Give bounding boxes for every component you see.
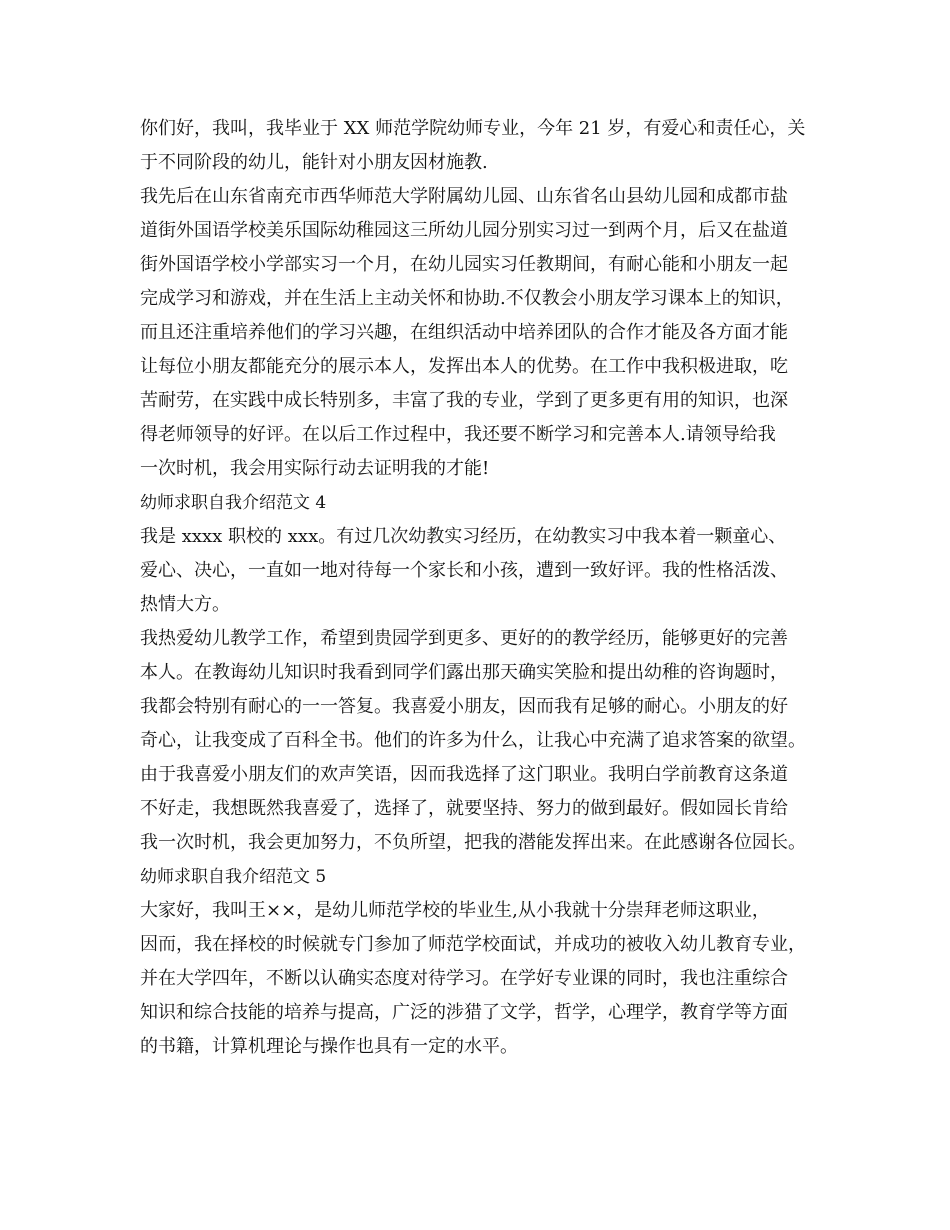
text-line: 而且还注重培养他们的学习兴趣，在组织活动中培养团队的合作才能及各方面才能	[140, 322, 788, 343]
text-line: 我一次时机，我会更加努力，不负所望，把我的潜能发挥出来。在此感谢各位园长。	[140, 832, 806, 853]
intro-paragraph-2	[140, 180, 822, 486]
text-line: 热情大方。	[140, 594, 230, 615]
text-line: 完成学习和游戏，并在生活上主动关怀和协助.不仅教会小朋友学习课本上的知识，	[140, 288, 794, 309]
text-line: 我都会特别有耐心的一一答复。我喜爱小朋友，因而我有足够的耐心。小朋友的好	[140, 696, 788, 717]
text-line: 我是 xxxx 职校的 xxx。有过几次幼教实习经历，在幼教实习中我本着一颗童心、	[140, 526, 787, 547]
text-line: 的书籍，计算机理论与操作也具有一定的水平。	[140, 1036, 518, 1057]
section5-paragraph-1	[140, 894, 822, 1064]
text-line: 我先后在山东省南充市西华师范大学附属幼儿园、山东省名山县幼儿园和成都市盐	[140, 186, 788, 207]
text-line: 不好走，我想既然我喜爱了，选择了，就要坚持、努力的做到最好。假如园长肯给	[140, 798, 788, 819]
document-body	[140, 112, 822, 1064]
text-line: 本人。在教诲幼儿知识时我看到同学们露出那天确实笑脸和提出幼稚的咨询题时，	[140, 662, 788, 683]
text-line: 因而，我在择校的时候就专门参加了师范学校面试，并成功的被收入幼儿教育专业，	[140, 934, 806, 955]
text-line: 让每位小朋友都能充分的展示本人，发挥出本人的优势。在工作中我积极进取，吃	[140, 356, 788, 377]
text-line: 街外国语学校小学部实习一个月，在幼儿园实习任教期间，有耐心能和小朋友一起	[140, 254, 788, 275]
text-line: 知识和综合技能的培养与提高，广泛的涉猎了文学，哲学，心理学，教育学等方面	[140, 1002, 788, 1023]
section4-paragraph-2	[140, 622, 822, 860]
text-line: 于不同阶段的幼儿，能针对小朋友因材施教.	[140, 152, 488, 173]
text-line: 苦耐劳，在实践中成长特别多，丰富了我的专业，学到了更多更有用的知识，也深	[140, 390, 788, 411]
text-line: 由于我喜爱小朋友们的欢声笑语，因而我选择了这门职业。我明白学前教育这条道	[140, 764, 788, 785]
text-line: 道街外国语学校美乐国际幼稚园这三所幼儿园分别实习过一到两个月，后又在盐道	[140, 220, 788, 241]
text-line: 爱心、决心，一直如一地对待每一个家长和小孩，遭到一致好评。我的性格活泼、	[140, 560, 788, 581]
text-line: 你们好，我叫，我毕业于 XX 师范学院幼师专业，今年 21 岁，有爱心和责任心，关	[140, 118, 806, 139]
text-line: 并在大学四年，不断以认确实态度对待学习。在学好专业课的同时，我也注重综合	[140, 968, 788, 989]
intro-paragraph-1	[140, 112, 822, 180]
text-line: 一次时机，我会用实际行动去证明我的才能!	[140, 458, 490, 479]
section-heading-5: 幼师求职自我介绍范文 5	[140, 867, 327, 887]
section4-paragraph-1	[140, 520, 822, 622]
text-line: 我热爱幼儿教学工作，希望到贵园学到更多、更好的的教学经历，能够更好的完善	[140, 628, 788, 649]
text-line: 大家好，我叫王××，是幼儿师范学校的毕业生,从小我就十分崇拜老师这职业，	[140, 900, 770, 921]
text-line: 得老师领导的好评。在以后工作过程中，我还要不断学习和完善本人.请领导给我	[140, 424, 776, 445]
section-heading-4: 幼师求职自我介绍范文 4	[140, 493, 327, 513]
text-line: 奇心，让我变成了百科全书。他们的许多为什么，让我心中充满了追求答案的欲望。	[140, 730, 806, 751]
